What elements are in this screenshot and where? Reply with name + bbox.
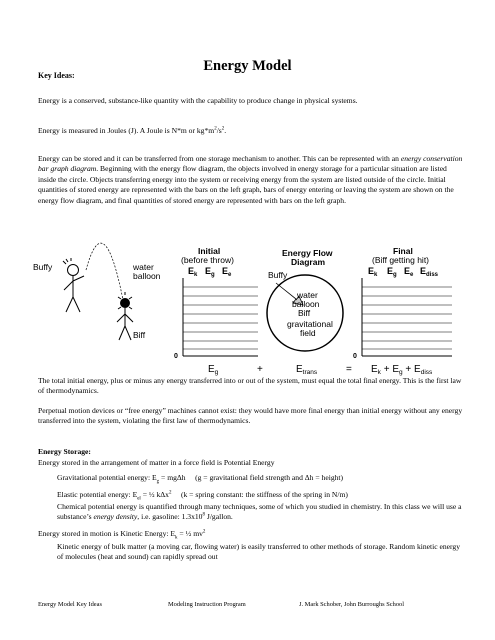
final-title: Final [393,246,413,256]
key-ideas-heading: Key Ideas: [38,71,75,80]
flow-balloon-label: balloon [292,299,320,309]
flow-buffy-label: Buffy [268,270,288,280]
paragraph-energy-definition: Energy is a conserved, substance-like quantity with the capability to produce change in physical systems. [38,96,358,105]
equation-etrans: $E_{trans}$ [296,364,318,376]
biff-label: Biff [133,330,146,340]
final-ek-label: $E_k$ [368,266,378,278]
initial-ee-label: $E_e$ [222,266,232,278]
final-subtitle: (Biff getting hit) [372,255,430,265]
paragraph-perpetual-motion: Perpetual motion devices or “free energy” machines cannot exist: they would have more final energy than initial energy without any energy transferred into the system, violating the first law of thermodynamics. [38,406,463,426]
final-bar-graph [362,278,452,356]
flow-grav-label: gravitational [287,319,333,329]
equation-rhs: $E_k + E_g + E_{diss}$ [371,364,433,376]
footer-left: Energy Model Key Ideas [38,601,102,608]
equation-eg: $E_g$ [208,364,219,376]
final-ee-label: $E_e$ [404,266,414,278]
initial-eg-label: $E_g$ [205,266,215,278]
initial-zero-label: 0 [174,353,178,360]
final-eg-label: $E_g$ [387,266,397,278]
paragraph-first-law: The total initial energy, plus or minus any energy transferred into or out of the system, must equal the total final energy. This is the first law of thermodynamics. [38,376,462,396]
storage-kinetic: Energy stored in motion is Kinetic Energy: $E_k$ = ½ $mv^2$ [38,529,206,541]
flow-title-line1: Energy Flow [282,248,333,258]
paragraph-bar-graph: Energy can be stored and it can be transferred from one storage mechanism to another. This can be represented with an energy conservation bar graph diagram. Beginning with the energy flow diagram, the objects involved in energy storage for a particular situation are listed inside the circle. Objects transferring energy into the system or receiving energy from the system are listed outside of the circle. Initial quantities of stored energy are represented with the bars on the left graph, bars of energy entering or leaving the system are shown on the energy flow diagram, and final quantities of stored energy are represented with bars on the left graph. [38,154,463,205]
initial-subtitle: (before throw) [181,255,234,265]
storage-chemical: Chemical potential energy is quantified through many techniques, some of which you studied in chemistry. In this class we will use a substance’s energy density, i.e. gasoline: $1.3x10^8$ J/gallon. [57,502,462,522]
initial-ek-label: $E_k$ [188,266,198,278]
flow-biff-label: Biff [298,308,311,318]
equation-plus: + [257,364,263,375]
balloon-label: balloon [133,271,161,281]
paragraph-joule: Energy is measured in Joules (J). A Joule is N*m or $kg*m^2/s^2$. [38,126,227,135]
storage-potential-energy: Energy stored in the arrangement of matter in a force field is Potential Energy [38,458,275,467]
footer-middle: Modeling Instruction Program [168,601,246,608]
storage-elastic: Elastic potential energy: $E_{el}$ = ½ kΔx$^2$ (k = spring constant: the stiffness of the spring in N/m) [57,490,348,502]
storage-gravitational: Gravitational potential energy: $E_g = mg\Delta h$ (g = gravitational field strength and Δh = height) [57,473,344,485]
page-title: Energy Model [203,58,292,74]
flow-water-label: water [297,290,318,300]
flow-title-line2: Diagram [291,257,326,267]
water-label: water [133,262,154,272]
final-zero-label: 0 [353,353,357,360]
flow-field-label: field [300,328,316,338]
buffy-label: Buffy [33,262,53,272]
initial-title: Initial [198,246,221,256]
biff-stick-figure [117,292,133,340]
initial-bar-graph [183,278,258,356]
buffy-stick-figure [63,258,84,312]
storage-kinetic-detail: Kinetic energy of bulk matter (a moving car, flowing water) is easily transferred to other methods of storage. Random kinetic energy of molecules (heat and sound) can rapidly spread out [57,542,461,562]
energy-storage-heading: Energy Storage: [38,447,91,456]
footer-right: J. Mark Schober, John Burroughs School [299,601,405,608]
equation-equals: = [346,364,352,375]
final-ediss-label: $E_{diss}$ [420,266,439,278]
throw-trajectory [86,243,123,300]
